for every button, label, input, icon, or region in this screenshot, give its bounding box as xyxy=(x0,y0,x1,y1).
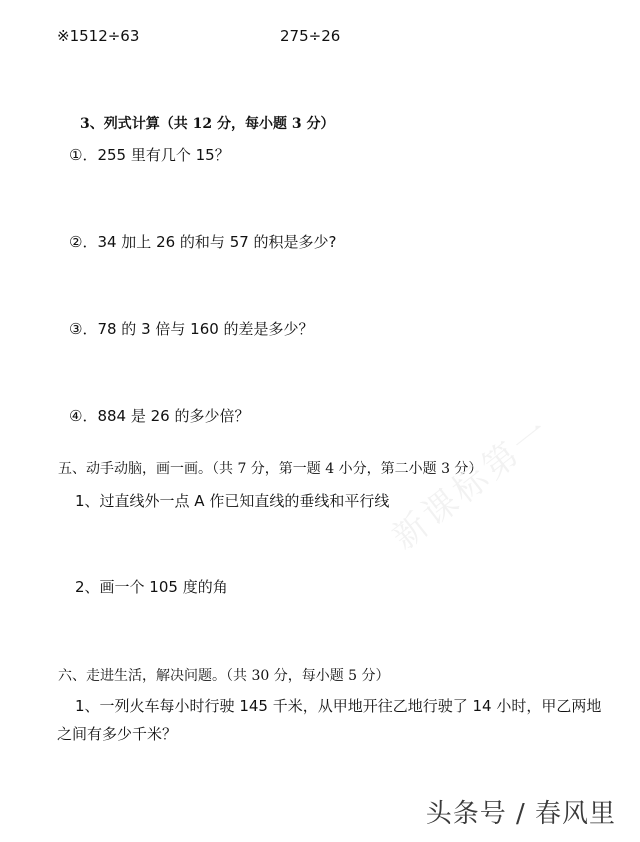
word-problem-1-line-2: 之间有多少千米？ xyxy=(57,725,178,743)
section-5-title: 五、动手动脑，画一画。（共 7 分，第一题 4 小分，第二小题 3 分） xyxy=(58,461,483,477)
question-3: ③．78 的 3 倍与 160 的差是多少？ xyxy=(69,320,314,338)
word-problem-1-line-1: 1、一列火车每小时行驶 145 千米，从甲地开往乙地行驶了 14 小时，甲乙两地 xyxy=(75,697,602,715)
diagonal-watermark: 新课标第一 xyxy=(384,409,560,558)
question-1: ①．255 里有几个 15？ xyxy=(69,146,230,164)
footer-watermark: 头条号 / 春风里 xyxy=(425,799,616,829)
calc-problem-1512-div-63: ※1512÷63 xyxy=(57,27,140,45)
drawing-task-2: 2、画一个 105 度的角 xyxy=(75,578,228,596)
drawing-task-1: 1、过直线外一点 A 作已知直线的垂线和平行线 xyxy=(75,492,390,510)
question-4: ④．884 是 26 的多少倍？ xyxy=(69,407,250,425)
calc-problem-275-div-26: 275÷26 xyxy=(280,27,341,45)
question-2: ②．34 加上 26 的和与 57 的积是多少? xyxy=(69,233,337,251)
section-3-title: 3、列式计算（共 12 分，每小题 3 分） xyxy=(80,116,335,132)
section-6-title: 六、走进生活，解决问题。（共 30 分，每小题 5 分） xyxy=(58,668,390,684)
